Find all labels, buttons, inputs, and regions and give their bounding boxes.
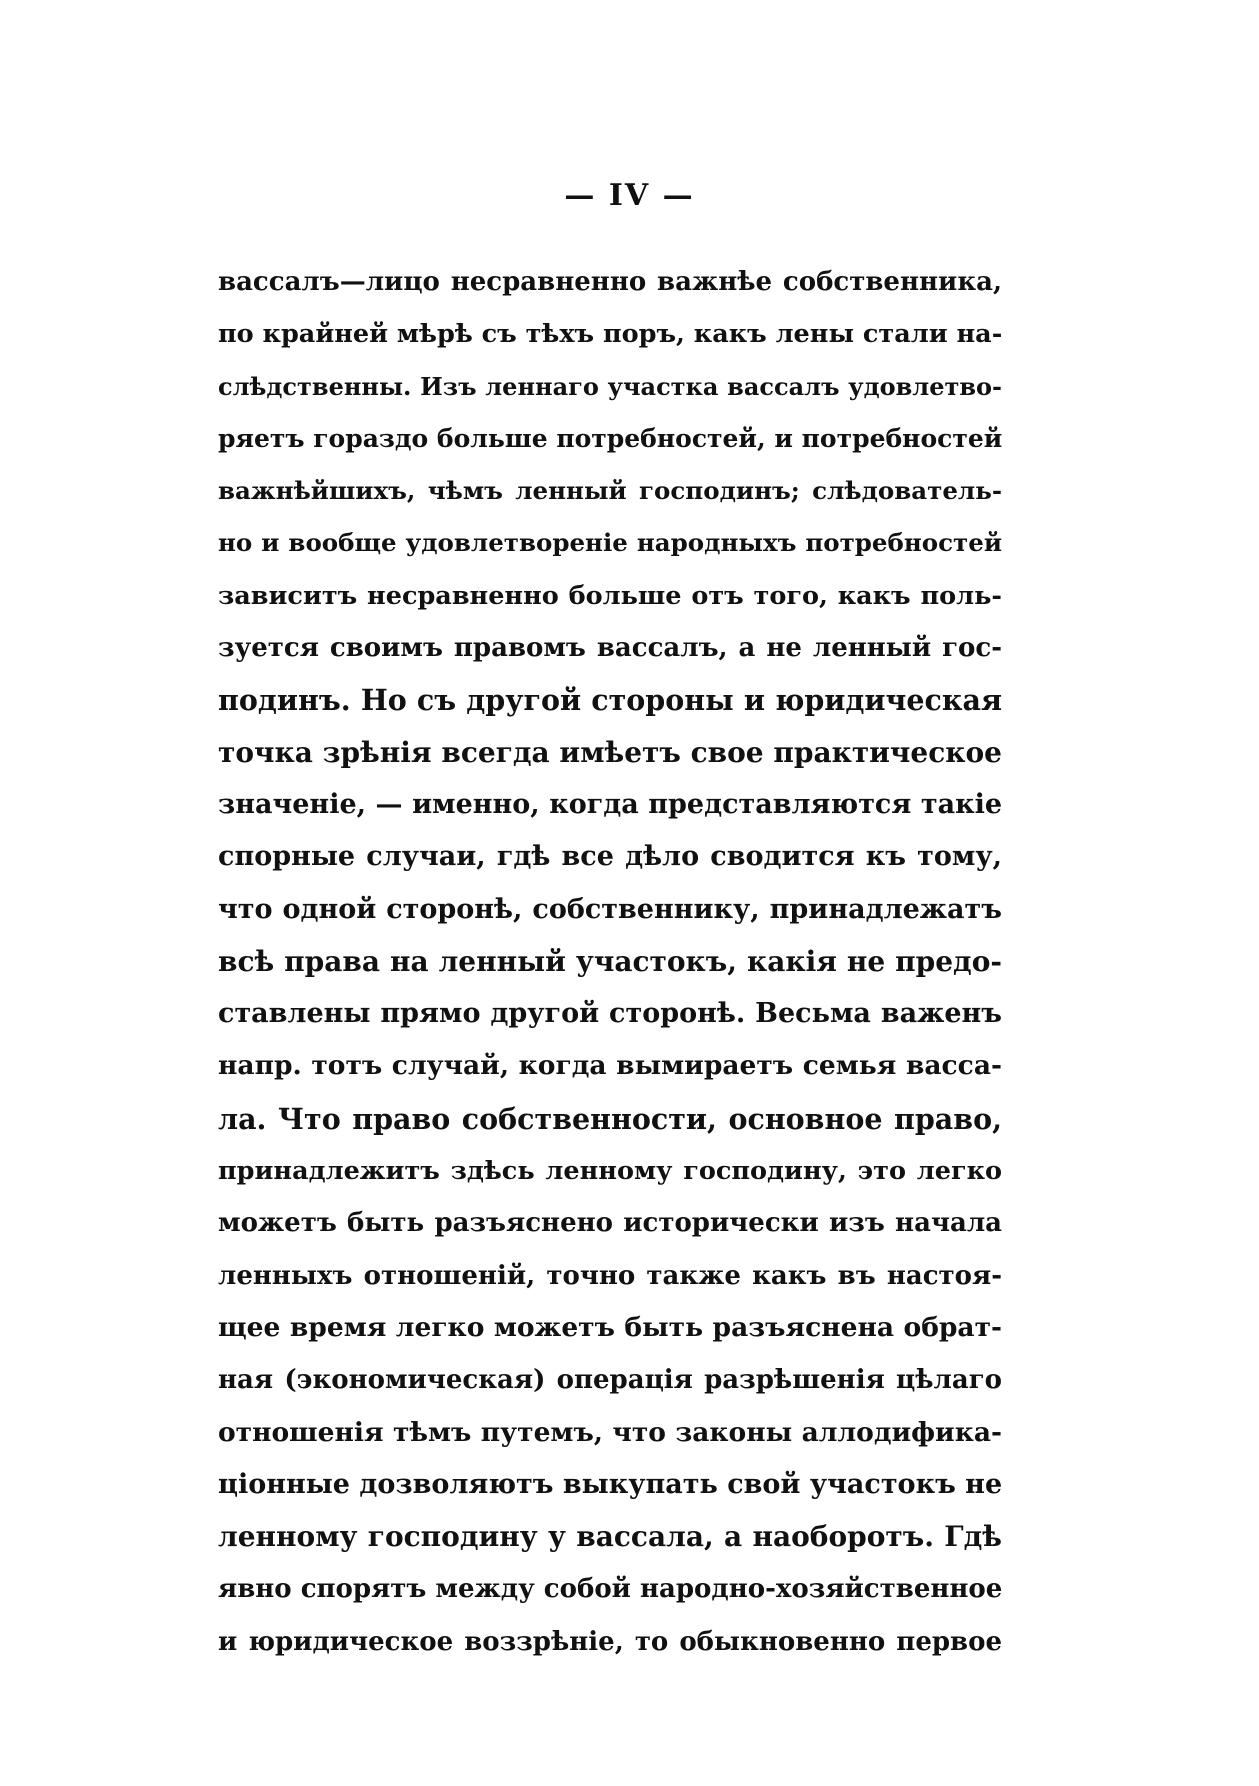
text-line: ряетъ гораздо больше потребностей, и потребностей	[218, 423, 1002, 453]
text-line: но и вообще удовлетвореніе народныхъ потребностей	[218, 528, 1002, 558]
text-line: отношенія тѣмъ путемъ, что законы аллодифика-	[218, 1416, 1002, 1448]
text-line: ленныхъ отношеній, точно также какъ въ настоя-	[218, 1260, 1002, 1291]
text-line: значеніе, — именно, когда представляются такіе	[218, 788, 1002, 820]
body-text	[218, 256, 1002, 1668]
text-line: подинъ. Но съ другой стороны и юридическая	[218, 683, 1002, 718]
text-line: всѣ права на ленный участокъ, какія не предо-	[218, 944, 1002, 978]
text-line: ленному господину у вассала, а наоборотъ. Гдѣ	[218, 1520, 1002, 1554]
text-line: спорные случаи, гдѣ все дѣло сводится къ тому,	[218, 841, 1002, 873]
text-line: напр. тотъ случай, когда вымираетъ семья васса-	[218, 1050, 1002, 1082]
text-line: по крайней мѣрѣ съ тѣхъ поръ, какъ лены стали на-	[218, 319, 1002, 350]
page-number: — IV —	[564, 178, 695, 213]
text-line: ставлены прямо другой сторонѣ. Весьма важенъ	[218, 998, 1002, 1030]
text-line: важнѣйшихъ, чѣмъ ленный господинъ; слѣдователь-	[218, 476, 1002, 506]
text-line: точка зрѣнія всегда имѣетъ свое практическое	[218, 735, 1002, 769]
text-line: щее время легко можетъ быть разъяснена обрат-	[218, 1311, 1002, 1343]
text-line: зависитъ несравненно больше отъ того, какъ поль-	[218, 580, 1002, 611]
text-line: и юридическое воззрѣніе, то обыкновенно первое	[218, 1626, 1002, 1657]
text-line: можетъ быть разъяснено исторически изъ начала	[218, 1208, 1002, 1239]
text-line: вассалъ—лицо несравненно важнѣе собственника,	[218, 267, 1002, 297]
text-line: ціонные дозволяютъ выкупать свой участокъ не	[218, 1468, 1002, 1500]
text-line: принадлежитъ здѣсь ленному господину, это легко	[218, 1156, 1002, 1187]
text-line: ла. Что право собственности, основное право,	[218, 1101, 1002, 1136]
text-line: зуется своимъ правомъ вассалъ, а не ленный гос-	[218, 633, 1002, 664]
text-line: явно спорятъ между собой народно-хозяйственное	[218, 1574, 1002, 1605]
text-line: слѣдственны. Изъ леннаго участка вассалъ удовлетво-	[218, 371, 1002, 401]
text-line: что одной сторонѣ, собственнику, принадлежатъ	[218, 893, 1002, 925]
text-line: ная (экономическая) операція разрѣшенія цѣлаго	[218, 1365, 1002, 1396]
